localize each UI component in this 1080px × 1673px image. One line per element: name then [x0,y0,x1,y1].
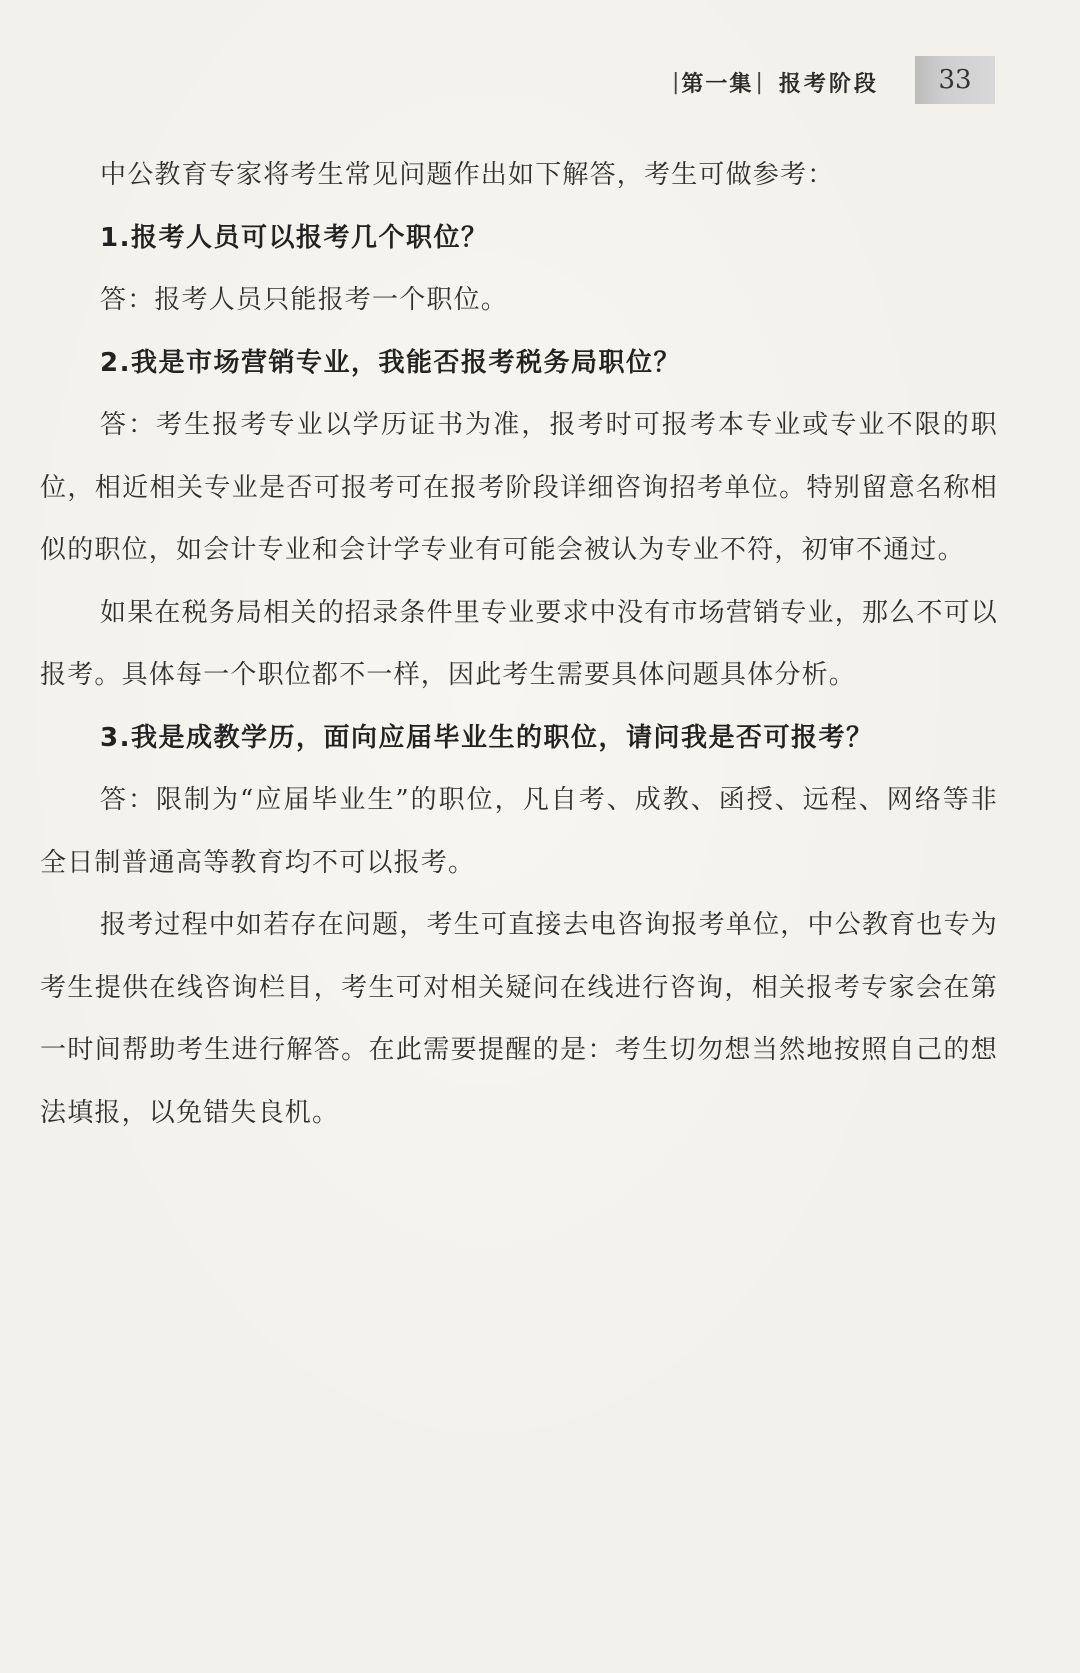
question-2: 2.我是市场营销专业，我能否报考税务局职位？ [100,347,681,378]
page-body [40,144,998,1144]
header-separator: | [672,69,680,95]
answer-2-extra: 如果在税务局相关的招录条件里专业要求中没有市场营销专业，那么不可以报考。具体每一个职位都不一样，因此考生需要具体问题具体分析。 [40,597,998,690]
page-number-box [915,56,995,104]
question-3: 3.我是成教学历，面向应届毕业生的职位，请问我是否可报考？ [100,722,874,753]
page-number: 33 [938,65,972,95]
question-1: 1.报考人员可以报考几个职位？ [100,222,489,253]
answer-2: 答：考生报考专业以学历证书为准，报考时可报考本专业或专业不限的职位，相近相关专业是否可报考可在报考阶段详细咨询招考单位。特别留意名称相似的职位，如会计专业和会计学专业有可能会被认为专业不符，初审不通过。 [40,410,998,565]
intro-paragraph: 中公教育专家将考生常见问题作出如下解答，考生可做参考： [100,160,835,190]
header-separator: | [755,69,763,95]
answer-1: 答：报考人员只能报考一个职位。 [100,285,509,315]
closing-paragraph: 报考过程中如若存在问题，考生可直接去电咨询报考单位，中公教育也专为考生提供在线咨询栏目，考生可对相关疑问在线进行咨询，相关报考专家会在第一时间帮助考生进行解答。在此需要提醒的是：考生切勿想当然地按照自己的想法填报，以免错失良机。 [40,910,998,1128]
header-section-title: 第一集 [681,71,754,97]
answer-3: 答：限制为“应届毕业生”的职位，凡自考、成教、函授、远程、网络等非全日制普通高等教育均不可以报考。 [40,785,998,878]
header-chapter-title: 报考阶段 [778,71,879,97]
